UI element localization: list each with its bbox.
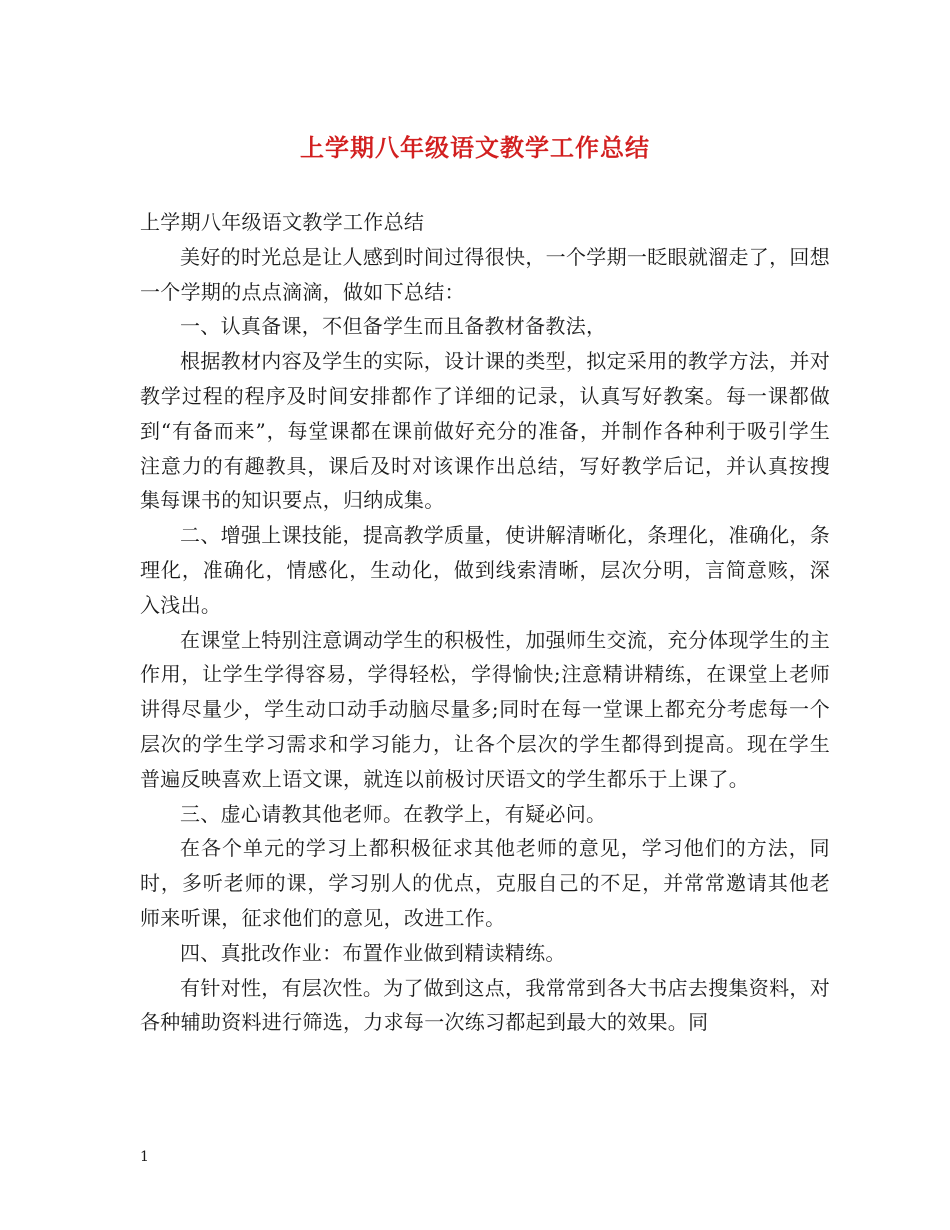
paragraph-homework: 有针对性，有层次性。为了做到这点，我常常到各大书店去搜集资料，对各种辅助资料进行筛选，力求每一次练习都起到最大的效果。同	[140, 975, 830, 1035]
page-title: 上学期八年级语文教学工作总结	[300, 133, 650, 162]
section-heading-2: 二、增强上课技能，提高教学质量，使讲解清晰化，条理化，准确化，条理化，准确化，情感化，生动化，做到线索清晰，层次分明，言简意赅，深入浅出。	[140, 523, 830, 617]
paragraph-lesson-prep: 根据教材内容及学生的实际，设计课的类型，拟定采用的教学方法，并对教学过程的程序及时间安排都作了详细的记录，认真写好教案。每一课都做到“有备而来”，每堂课都在课前做好充分的准备，并制作各种利于吸引学生注意力的有趣教具，课后及时对该课作出总结，写好教学后记，并认真按搜集每课书的知识要点，归纳成集。	[140, 349, 830, 513]
paragraph-classroom: 在课堂上特别注意调动学生的积极性，加强师生交流，充分体现学生的主作用，让学生学得容易，学得轻松，学得愉快;注意精讲精练，在课堂上老师讲得尽量少，学生动口动手动脑尽量多;同时在每一堂课上都充分考虑每一个层次的学生学习需求和学习能力，让各个层次的学生都得到提高。现在学生普遍反映喜欢上语文课，就连以前极讨厌语文的学生都乐于上课了。	[140, 627, 830, 791]
page-number: 1	[140, 1149, 149, 1165]
document-subtitle: 上学期八年级语文教学工作总结	[140, 210, 425, 234]
paragraph-intro: 美好的时光总是让人感到时间过得很快，一个学期一眨眼就溜走了，回想一个学期的点点滴滴，做如下总结：	[140, 244, 830, 304]
section-heading-4: 四、真批改作业：布置作业做到精读精练。	[180, 940, 566, 965]
document-body	[140, 205, 830, 1040]
section-heading-1: 一、认真备课，不但备学生而且备教材备教法，	[180, 314, 607, 339]
section-heading-3: 三、虚心请教其他老师。在教学上，有疑必问。	[180, 801, 607, 826]
paragraph-consult-teachers: 在各个单元的学习上都积极征求其他老师的意见，学习他们的方法，同时，多听老师的课，学习别人的优点，克服自己的不足，并常常邀请其他老师来听课，征求他们的意见，改进工作。	[140, 836, 830, 930]
